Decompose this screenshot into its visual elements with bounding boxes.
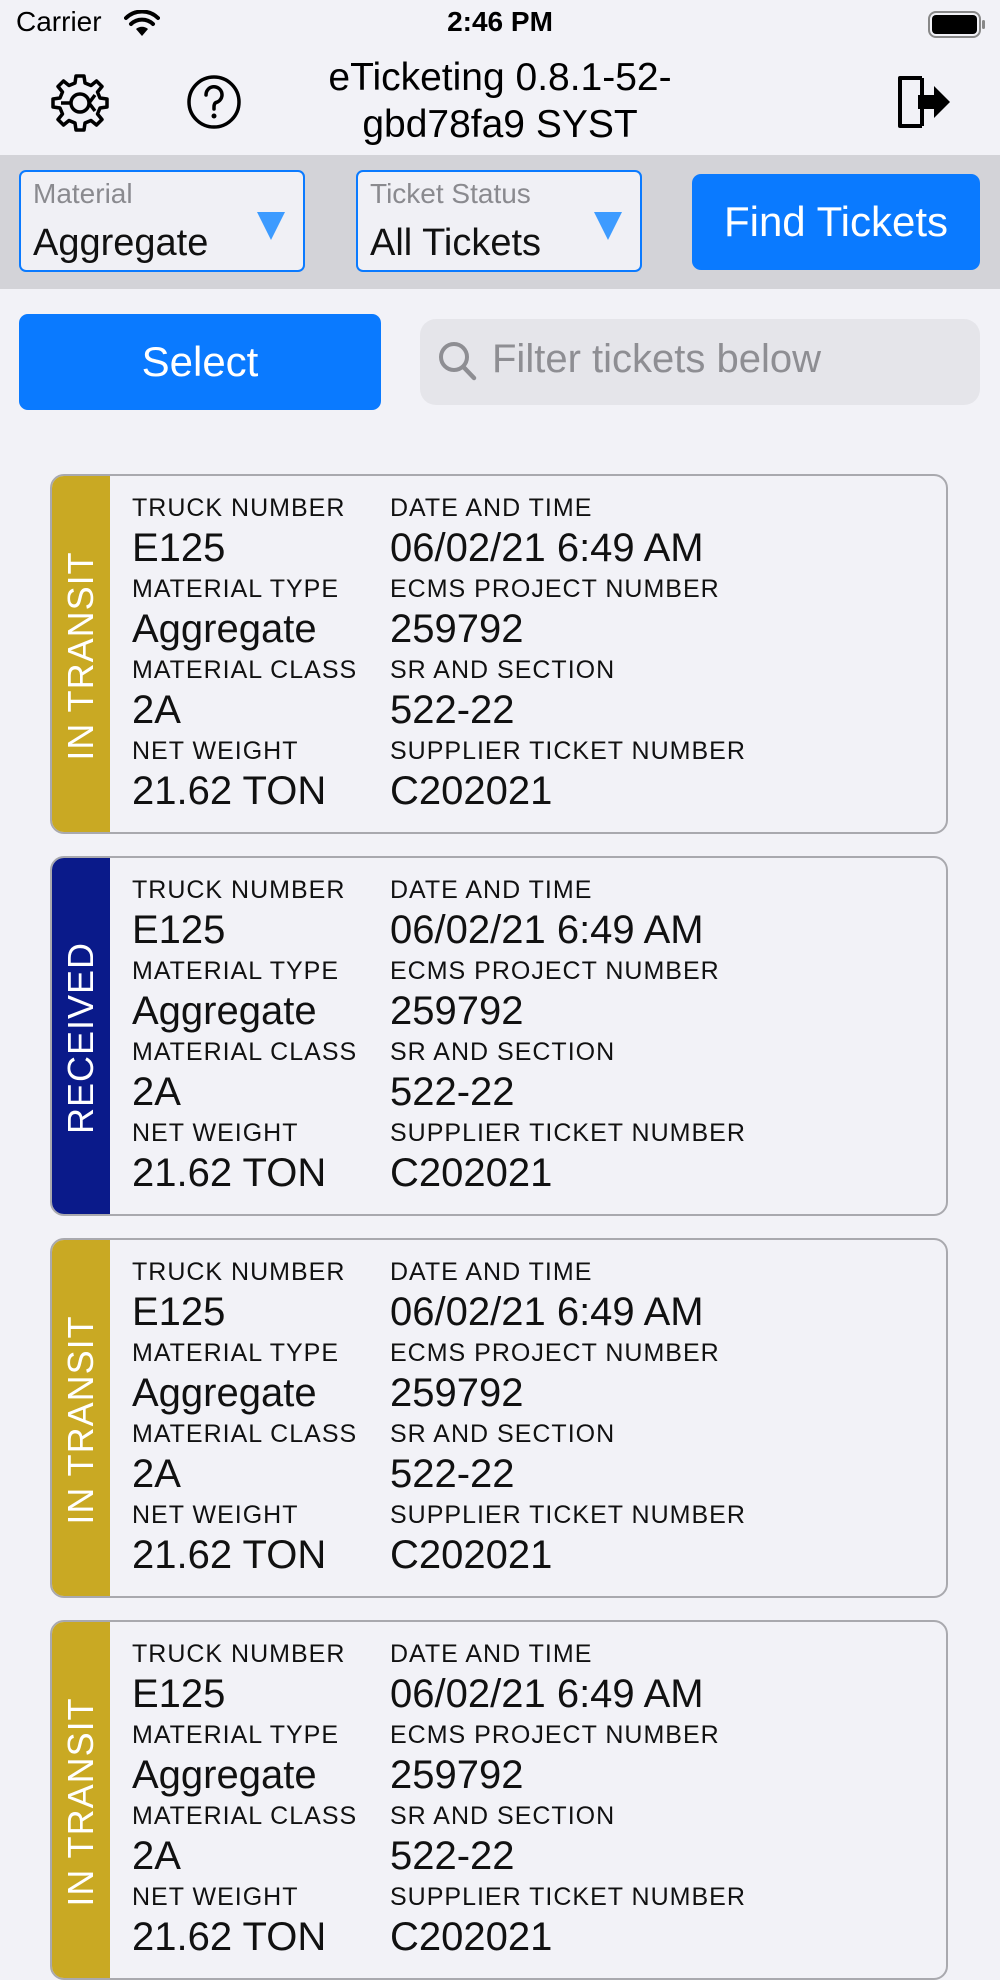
ecms-project-label: ECMS PROJECT NUMBER	[390, 1721, 720, 1749]
supplier-ticket-field	[390, 1501, 746, 1581]
net-weight-label: NET WEIGHT	[132, 1501, 299, 1529]
ecms-project-value: 259792	[390, 1371, 524, 1415]
material-class-field	[132, 656, 357, 736]
material-type-field	[132, 957, 339, 1037]
ecms-project-field	[390, 957, 720, 1037]
truck-number-label: TRUCK NUMBER	[132, 1258, 346, 1286]
search-icon	[438, 341, 478, 383]
supplier-ticket-label: SUPPLIER TICKET NUMBER	[390, 1501, 746, 1529]
ecms-project-label: ECMS PROJECT NUMBER	[390, 575, 720, 603]
carrier-label: Carrier	[16, 6, 102, 37]
ticket-card[interactable]	[50, 1238, 948, 1598]
date-time-label: DATE AND TIME	[390, 1640, 593, 1668]
ecms-project-value: 259792	[390, 607, 524, 651]
sr-section-value: 522-22	[390, 1070, 515, 1114]
net-weight-value: 21.62 TON	[132, 769, 327, 813]
date-time-field	[390, 1640, 704, 1720]
net-weight-value: 21.62 TON	[132, 1915, 327, 1959]
supplier-ticket-field	[390, 737, 746, 817]
ticket-status-band	[52, 858, 110, 1214]
battery-icon	[928, 11, 986, 38]
status-time: 2:46 PM	[447, 6, 553, 37]
material-type-value: Aggregate	[132, 1753, 317, 1797]
ticket-card[interactable]	[50, 856, 948, 1216]
sr-section-label: SR AND SECTION	[390, 1420, 616, 1448]
dropdown-triangle-icon	[594, 212, 622, 240]
net-weight-field	[132, 737, 326, 817]
sr-section-field	[390, 656, 615, 736]
sr-section-label: SR AND SECTION	[390, 1038, 616, 1066]
material-class-field	[132, 1420, 357, 1500]
material-class-label: MATERIAL CLASS	[132, 656, 358, 684]
ticket-status-label: IN TRANSIT	[60, 1315, 101, 1525]
sr-section-label: SR AND SECTION	[390, 656, 616, 684]
supplier-ticket-label: SUPPLIER TICKET NUMBER	[390, 737, 746, 765]
material-type-value: Aggregate	[132, 989, 317, 1033]
supplier-ticket-value: C202021	[390, 1915, 553, 1959]
material-class-value: 2A	[132, 1452, 181, 1496]
net-weight-field	[132, 1883, 326, 1963]
material-picker-label: Material	[33, 178, 133, 209]
dropdown-triangle-icon	[257, 212, 285, 240]
truck-number-field	[132, 1640, 345, 1720]
sr-section-field	[390, 1038, 615, 1118]
net-weight-value: 21.62 TON	[132, 1151, 327, 1195]
ecms-project-value: 259792	[390, 989, 524, 1033]
ecms-project-label: ECMS PROJECT NUMBER	[390, 957, 720, 985]
material-class-value: 2A	[132, 1834, 181, 1878]
status-bar	[0, 0, 1000, 50]
ecms-project-field	[390, 1721, 720, 1801]
ticket-status-picker-value: All Tickets	[370, 222, 542, 264]
material-type-label: MATERIAL TYPE	[132, 575, 340, 603]
ticket-card[interactable]	[50, 474, 948, 834]
ticket-status-picker[interactable]	[356, 170, 642, 272]
supplier-ticket-value: C202021	[390, 1151, 553, 1195]
sr-section-value: 522-22	[390, 1452, 515, 1496]
ticket-status-picker-label: Ticket Status	[370, 178, 531, 209]
supplier-ticket-value: C202021	[390, 1533, 553, 1577]
material-type-value: Aggregate	[132, 607, 317, 651]
supplier-ticket-label: SUPPLIER TICKET NUMBER	[390, 1119, 746, 1147]
sr-section-label: SR AND SECTION	[390, 1802, 616, 1830]
material-class-value: 2A	[132, 1070, 181, 1114]
material-picker-value: Aggregate	[33, 222, 209, 264]
material-class-label: MATERIAL CLASS	[132, 1038, 358, 1066]
material-type-field	[132, 1721, 339, 1801]
date-time-value: 06/02/21 6:49 AM	[390, 1672, 704, 1716]
date-time-value: 06/02/21 6:49 AM	[390, 908, 704, 952]
app-title: eTicketing 0.8.1-52-gbd78fa9 SYST	[328, 56, 672, 146]
material-class-field	[132, 1802, 357, 1882]
supplier-ticket-field	[390, 1883, 746, 1963]
find-tickets-button[interactable]: Find Tickets	[692, 174, 980, 270]
nav-bar	[0, 50, 1000, 157]
truck-number-value: E125	[132, 526, 226, 570]
date-time-label: DATE AND TIME	[390, 1258, 593, 1286]
supplier-ticket-label: SUPPLIER TICKET NUMBER	[390, 1883, 746, 1911]
material-type-value: Aggregate	[132, 1371, 317, 1415]
material-type-field	[132, 1339, 339, 1419]
truck-number-value: E125	[132, 908, 226, 952]
filter-tickets-search-input[interactable]	[420, 319, 980, 405]
net-weight-value: 21.62 TON	[132, 1533, 327, 1577]
material-type-label: MATERIAL TYPE	[132, 1339, 340, 1367]
truck-number-value: E125	[132, 1290, 226, 1334]
sr-section-value: 522-22	[390, 688, 515, 732]
material-type-label: MATERIAL TYPE	[132, 957, 340, 985]
material-class-label: MATERIAL CLASS	[132, 1420, 358, 1448]
truck-number-label: TRUCK NUMBER	[132, 1640, 346, 1668]
net-weight-field	[132, 1119, 326, 1199]
sr-section-field	[390, 1420, 615, 1500]
ticket-status-band	[52, 1622, 110, 1978]
search-placeholder: Filter tickets below	[492, 337, 821, 381]
material-type-label: MATERIAL TYPE	[132, 1721, 340, 1749]
material-type-field	[132, 575, 339, 655]
sr-section-value: 522-22	[390, 1834, 515, 1878]
net-weight-label: NET WEIGHT	[132, 1883, 299, 1911]
ticket-status-label: IN TRANSIT	[60, 551, 101, 761]
ticket-status-label: IN TRANSIT	[60, 1697, 101, 1907]
settings-gear-icon[interactable]	[50, 73, 110, 133]
net-weight-label: NET WEIGHT	[132, 737, 299, 765]
filter-bar	[0, 155, 1000, 289]
material-class-field	[132, 1038, 357, 1118]
truck-number-label: TRUCK NUMBER	[132, 876, 346, 904]
truck-number-field	[132, 876, 345, 956]
ticket-status-label: RECEIVED	[60, 941, 101, 1135]
ticket-card[interactable]	[50, 1620, 948, 1980]
net-weight-field	[132, 1501, 326, 1581]
help-icon[interactable]	[186, 74, 242, 130]
date-time-field	[390, 494, 704, 574]
supplier-ticket-field	[390, 1119, 746, 1199]
ticket-status-band	[52, 1240, 110, 1596]
date-time-field	[390, 1258, 704, 1338]
material-picker[interactable]	[19, 170, 305, 272]
date-time-label: DATE AND TIME	[390, 876, 593, 904]
supplier-ticket-value: C202021	[390, 769, 553, 813]
date-time-value: 06/02/21 6:49 AM	[390, 526, 704, 570]
logout-icon[interactable]	[896, 72, 952, 132]
truck-number-field	[132, 494, 345, 574]
ticket-status-band	[52, 476, 110, 832]
material-class-value: 2A	[132, 688, 181, 732]
sr-section-field	[390, 1802, 615, 1882]
ecms-project-field	[390, 1339, 720, 1419]
date-time-field	[390, 876, 704, 956]
truck-number-field	[132, 1258, 345, 1338]
net-weight-label: NET WEIGHT	[132, 1119, 299, 1147]
date-time-label: DATE AND TIME	[390, 494, 593, 522]
truck-number-label: TRUCK NUMBER	[132, 494, 346, 522]
ecms-project-value: 259792	[390, 1753, 524, 1797]
material-class-label: MATERIAL CLASS	[132, 1802, 358, 1830]
date-time-value: 06/02/21 6:49 AM	[390, 1290, 704, 1334]
ecms-project-field	[390, 575, 720, 655]
ecms-project-label: ECMS PROJECT NUMBER	[390, 1339, 720, 1367]
truck-number-value: E125	[132, 1672, 226, 1716]
select-button[interactable]: Select	[19, 314, 381, 410]
